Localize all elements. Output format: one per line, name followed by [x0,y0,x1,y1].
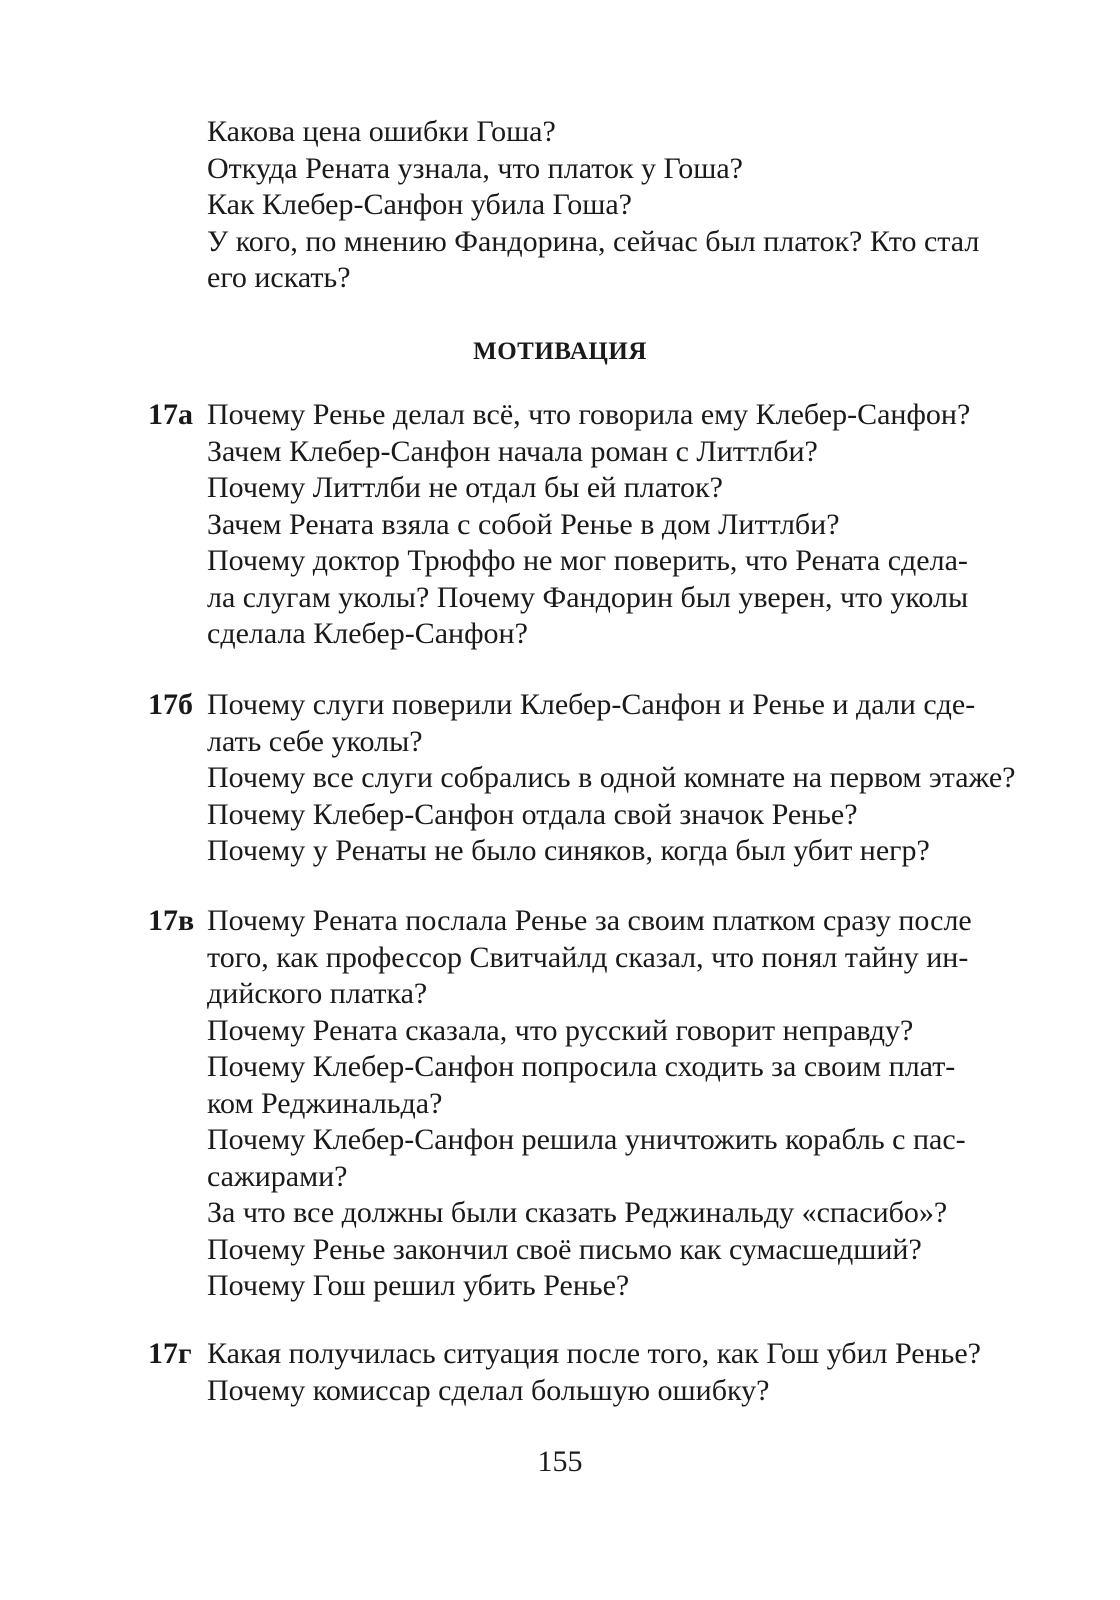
question-line: Почему Рената послала Ренье за своим платком сразу после [207,904,972,937]
question-line: Откуда Рената узнала, что платок у Гоша? [207,151,743,185]
question-line: Какова цена ошибки Гоша? [207,115,556,148]
question-line: За что все должны были сказать Реджинальду «спасибо»? [207,1196,948,1229]
question-line: Почему Клебер-Санфон решила уничтожить корабль с пас- [207,1123,966,1156]
question-line: Почему слуги поверили Клебер-Санфон и Ренье и дали сде- [207,688,976,721]
block-lines [207,903,972,1305]
block-lines [207,1336,981,1409]
question-line: сажирами? [207,1159,348,1193]
question-line: Почему Гош решил убить Ренье? [207,1269,630,1302]
question-line: его искать? [207,261,351,294]
question-line: Почему Рената сказала, что русский говорит неправду? [207,1013,914,1047]
block-label: 17в [148,904,195,937]
question-line: Почему доктор Трюффо не мог поверить, что Рената сдела- [207,544,968,577]
question-line: Зачем Клебер-Санфон начала роман с Литтлби? [207,434,818,468]
question-line: сделала Клебер-Санфон? [207,617,528,650]
question-line: Почему Литтлби не отдал бы ей платок? [207,471,723,504]
question-line: Почему Клебер-Санфон отдала свой значок Ренье? [207,797,858,831]
question-line: Почему Ренье делал всё, что говорила ему Клебер-Санфон? [207,398,971,431]
question-line: Почему у Ренаты не было синяков, когда был убит негр? [207,834,930,867]
question-line: дийского платка? [207,977,428,1010]
question-line: Зачем Рената взяла с собой Ренье в дом Литтлби? [207,507,840,541]
question-line: Почему Клебер-Санфон попросила сходить за своим плат- [207,1050,956,1083]
question-line: Почему Ренье закончил своё письмо как сумасшедший? [207,1232,922,1266]
question-line: ком Реджинальда? [207,1086,443,1120]
block-label: 17г [148,1337,192,1370]
question-line: Почему все слуги собрались в одной комнате на первом этаже? [207,761,1016,794]
page-number: 155 [537,1445,583,1478]
block-label: 17б [148,688,193,721]
block-lines [207,687,1016,870]
question-line: ла слугам уколы? Почему Фандорин был уверен, что уколы [207,580,969,614]
question-line: лать себе уколы? [207,724,423,758]
intro-questions [207,114,980,297]
question-line: того, как профессор Свитчайлд сказал, что понял тайну ин- [207,940,969,974]
section-heading: МОТИВАЦИЯ [473,338,647,365]
block-label: 17а [148,398,193,431]
question-line: Какая получилась ситуация после того, как Гош убил Ренье? [207,1337,981,1370]
question-line: Почему комиссар сделал большую ошибку? [207,1373,770,1407]
question-line: Как Клебер-Санфон убила Гоша? [207,188,632,221]
block-lines [207,397,971,653]
question-line: У кого, по мнению Фандорина, сейчас был платок? Кто стал [207,224,980,258]
